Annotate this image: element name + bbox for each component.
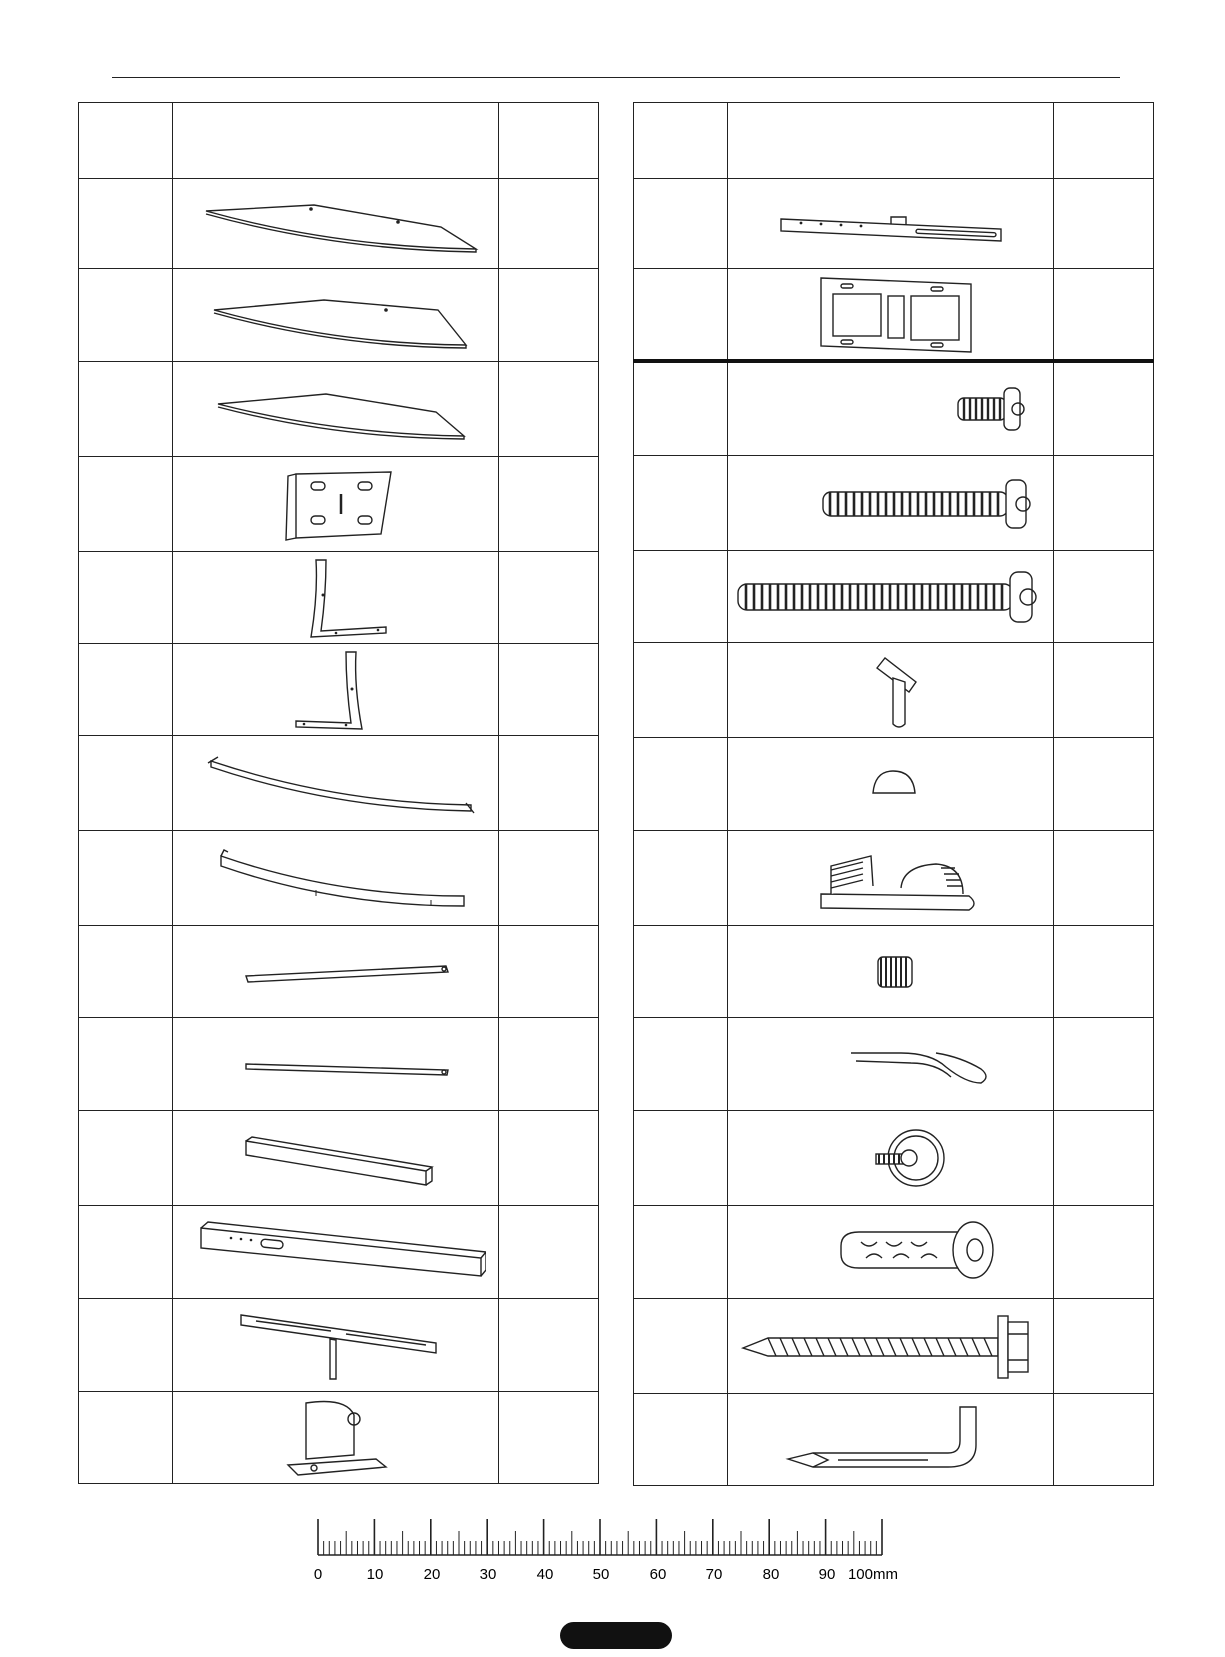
ruler-label: 50	[592, 1566, 610, 1583]
header-qty	[499, 103, 599, 179]
part-id-cell	[634, 738, 728, 831]
table-row	[79, 1392, 599, 1484]
table-header	[79, 103, 599, 179]
ruler-scale	[300, 1510, 900, 1585]
qty-cell	[1054, 1394, 1154, 1486]
part-id-cell	[79, 1299, 173, 1392]
qty-cell	[499, 926, 599, 1018]
glass-shelf-medium-icon	[186, 280, 486, 350]
square-tube-icon	[186, 1212, 486, 1292]
ruler-label: 0	[313, 1566, 323, 1583]
table-row	[634, 551, 1154, 643]
medium-bolt-icon	[728, 466, 1054, 540]
table-row	[79, 179, 599, 269]
table-row	[634, 831, 1154, 926]
l-support-arm-right-icon	[186, 647, 486, 733]
part-id-cell	[79, 552, 173, 644]
part-id-cell	[79, 1111, 173, 1206]
ruler-label: 10	[366, 1566, 384, 1583]
qty-cell	[1054, 1111, 1154, 1206]
qty-cell	[1054, 738, 1154, 831]
l-support-arm-left-icon	[186, 555, 486, 641]
part-id-cell	[79, 269, 173, 362]
qty-cell	[1054, 361, 1154, 456]
hinge-clip-icon	[186, 1395, 486, 1481]
flat-bar-icon	[186, 1123, 486, 1193]
part-id-cell	[634, 1206, 728, 1299]
table-row	[79, 926, 599, 1018]
ruler-label: 80	[762, 1566, 780, 1583]
header-id	[79, 103, 173, 179]
part-id-cell	[634, 551, 728, 643]
part-id-cell	[634, 1394, 728, 1486]
allen-key-icon	[728, 1397, 1054, 1483]
table-row	[634, 361, 1154, 456]
threaded-insert-icon	[741, 937, 1041, 1007]
qty-cell	[1054, 456, 1154, 551]
part-id-cell	[634, 361, 728, 456]
qty-cell	[1054, 831, 1154, 926]
table-row	[79, 1111, 599, 1206]
part-id-cell	[79, 179, 173, 269]
part-id-cell	[634, 926, 728, 1018]
lag-screw-icon	[728, 1304, 1054, 1388]
qty-cell	[499, 644, 599, 736]
glass-shelf-large-icon	[186, 189, 486, 259]
table-row	[79, 644, 599, 736]
cable-clip-icon	[741, 836, 1041, 920]
table-row	[79, 831, 599, 926]
header-id	[634, 103, 728, 179]
part-id-cell	[79, 644, 173, 736]
part-id-cell	[634, 643, 728, 738]
table-row	[79, 552, 599, 644]
parts-table-right	[633, 102, 1154, 1486]
mounting-bracket-plate-icon	[186, 464, 486, 544]
table-row	[634, 269, 1154, 361]
qty-cell	[499, 269, 599, 362]
table-row	[634, 456, 1154, 551]
wall-plate-frame-icon	[741, 272, 1041, 356]
leveling-foot-icon	[741, 1116, 1041, 1200]
qty-cell	[1054, 269, 1154, 361]
header-part	[173, 103, 499, 179]
t-handle-key-icon	[741, 648, 1041, 732]
table-row	[634, 1111, 1154, 1206]
ruler-label: 40	[536, 1566, 554, 1583]
qty-cell	[499, 1206, 599, 1299]
qty-cell	[499, 1392, 599, 1484]
long-bolt-icon	[728, 560, 1054, 634]
curved-rail-lower-icon	[186, 838, 486, 918]
qty-cell	[1054, 643, 1154, 738]
part-id-cell	[634, 1018, 728, 1111]
table-row	[79, 457, 599, 552]
table-row	[634, 179, 1154, 269]
t-bracket-icon	[186, 1303, 486, 1387]
part-id-cell	[79, 362, 173, 457]
table-row	[634, 1394, 1154, 1486]
table-row	[634, 1299, 1154, 1394]
ruler-label: 90	[818, 1566, 836, 1583]
straight-rod-short-icon	[186, 1034, 486, 1094]
table-row	[634, 643, 1154, 738]
ruler-label: 100mm	[847, 1566, 898, 1583]
wall-anchor-icon	[741, 1210, 1041, 1294]
short-bolt-icon	[728, 374, 1054, 444]
straight-rod-long-icon	[186, 942, 486, 1002]
part-id-cell	[79, 736, 173, 831]
qty-cell	[499, 362, 599, 457]
part-id-cell	[79, 1018, 173, 1111]
ruler-label: 70	[705, 1566, 723, 1583]
part-id-cell	[634, 269, 728, 361]
qty-cell	[1054, 1018, 1154, 1111]
ruler-label: 30	[479, 1566, 497, 1583]
qty-cell	[499, 457, 599, 552]
qty-cell	[499, 831, 599, 926]
header-qty	[1054, 103, 1154, 179]
slotted-mounting-bar-icon	[741, 189, 1041, 259]
curved-rail-upper-icon	[186, 743, 486, 823]
table-row	[79, 1299, 599, 1392]
part-id-cell	[79, 457, 173, 552]
table-row	[79, 1018, 599, 1111]
part-id-cell	[634, 1299, 728, 1394]
table-row	[79, 269, 599, 362]
top-rule	[112, 77, 1120, 78]
table-row	[634, 1206, 1154, 1299]
qty-cell	[499, 179, 599, 269]
part-id-cell	[79, 1206, 173, 1299]
part-id-cell	[79, 1392, 173, 1484]
part-id-cell	[634, 179, 728, 269]
qty-cell	[1054, 1206, 1154, 1299]
qty-cell	[499, 1018, 599, 1111]
glass-shelf-small-icon	[186, 374, 486, 444]
header-part	[728, 103, 1054, 179]
qty-cell	[499, 736, 599, 831]
table-row	[634, 1018, 1154, 1111]
qty-cell	[1054, 1299, 1154, 1394]
qty-cell	[1054, 551, 1154, 643]
qty-cell	[1054, 926, 1154, 1018]
table-row	[79, 362, 599, 457]
part-id-cell	[79, 926, 173, 1018]
ruler-label: 20	[423, 1566, 441, 1583]
parts-table-left	[78, 102, 599, 1484]
mm-ruler	[300, 1510, 900, 1585]
ruler-label: 60	[649, 1566, 667, 1583]
qty-cell	[499, 552, 599, 644]
part-id-cell	[634, 831, 728, 926]
part-id-cell	[79, 831, 173, 926]
table-header	[634, 103, 1154, 179]
table-row	[79, 736, 599, 831]
r-clip-pin-icon	[741, 1027, 1041, 1101]
qty-cell	[499, 1111, 599, 1206]
part-id-cell	[634, 1111, 728, 1206]
part-id-cell	[634, 456, 728, 551]
table-row	[634, 738, 1154, 831]
qty-cell	[1054, 179, 1154, 269]
page-number-badge	[560, 1622, 672, 1649]
qty-cell	[499, 1299, 599, 1392]
table-row	[634, 926, 1154, 1018]
dome-cap-icon	[741, 749, 1041, 819]
table-row	[79, 1206, 599, 1299]
